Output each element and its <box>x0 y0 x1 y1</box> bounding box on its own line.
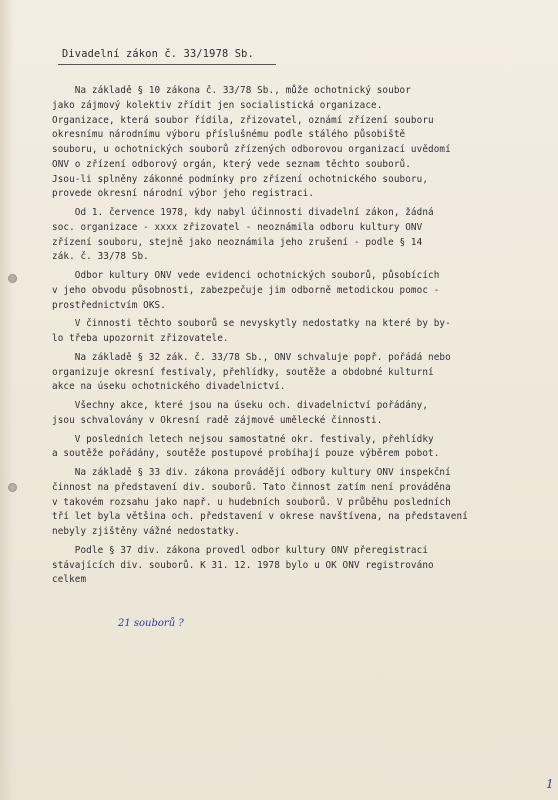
text-line: Na základě § 32 zák. č. 33/78 Sb., ONV schvaluje popř. pořádá nebo <box>52 351 451 363</box>
text-line: soc. organizace - xxxx zřizovatel - neoznámila odboru kultury ONV <box>52 221 423 233</box>
text-line: nebyly zjištěny vážné nedostatky. <box>52 526 241 537</box>
title-underline <box>58 64 276 65</box>
text-line: jako zájmový kolektiv zřídit jen socialistická organizace. <box>52 99 383 111</box>
paragraph <box>52 351 552 395</box>
punch-hole-upper <box>8 274 17 283</box>
text-line: zřízení souboru, stejně jako neoznámila jeho zrušení - podle § 14 <box>52 236 423 248</box>
text-line: zák. č. 33/78 Sb. <box>52 251 149 263</box>
text-line: akce na úseku ochotnického divadelnictví. <box>52 381 286 393</box>
text-line: celkem <box>52 574 87 586</box>
text-line: stávajících div. souborů. K 31. 12. 1978 bylo u OK ONV registrováno <box>52 559 434 571</box>
text-line: Na základě § 33 div. zákona provádějí odbory kultury ONV inspekční <box>52 467 451 478</box>
document-body <box>52 84 552 588</box>
text-line: jsou schvalovány v Okresní radě zájmové umělecké činnosti. <box>52 414 383 426</box>
paragraph <box>52 84 552 202</box>
text-line: organizuje okresní festivaly, přehlídky, soutěže a obdobné kulturní <box>52 366 434 378</box>
text-line: v takovém rozsahu jako např. u hudebních souborů. V průběhu posledních <box>52 496 451 508</box>
text-line: Podle § 37 div. zákona provedl odbor kultury ONV přeregistraci <box>52 544 429 556</box>
text-line: lo třeba upozornit zřizovatele. <box>52 333 229 344</box>
text-line: V posledních letech nejsou samostatné okr. festivaly, přehlídky <box>52 433 434 445</box>
text-line: ONV o zřízení odborový orgán, který vede seznam těchto souborů. <box>52 158 411 170</box>
paragraph <box>52 206 552 265</box>
paragraph <box>52 544 552 588</box>
text-line: tří let byla většina och. představení v okrese navštívena, na představení <box>52 511 468 523</box>
punch-hole-lower <box>8 483 17 492</box>
text-line: Organizace, která soubor řídila, zřizovatel, oznámí zřízení souboru <box>52 114 434 126</box>
text-line: činnost na představení div. souborů. Tato činnost zatím není prováděna <box>52 481 451 493</box>
paragraph <box>52 399 552 429</box>
paragraph <box>52 433 552 463</box>
page-number: 1 <box>546 777 554 791</box>
text-line: V činnosti těchto souborů se nevyskytly nedostatky na které by by- <box>52 318 451 330</box>
text-line: a soutěže pořádány, soutěže postupové probíhají pouze výběrem pobot. <box>52 448 440 460</box>
text-line: Odbor kultury ONV vede evidenci ochotnických souborů, působících <box>52 270 440 281</box>
text-line: prostřednictvím OKS. <box>52 299 166 311</box>
handwritten-count: 21 souborů ? <box>118 618 184 629</box>
text-line: provede okresní národní výbor jeho registraci. <box>52 188 315 200</box>
text-line: Všechny akce, které jsou na úseku och. divadelnictví pořádány, <box>52 400 429 411</box>
text-line: okresnímu národnímu výboru příslušnému podle stálého působiště <box>52 129 406 141</box>
text-line: Jsou-li splněny zákonné podmínky pro zřízení ochotnického souboru, <box>52 173 429 185</box>
text-line: Od 1. července 1978, kdy nabyl účinnosti divadelní zákon, žádná <box>52 207 434 218</box>
page-edge-shadow <box>0 0 14 800</box>
document-title: Divadelní zákon č. 33/1978 Sb. <box>62 48 254 60</box>
paragraph <box>52 317 552 347</box>
text-line: v jeho obvodu působnosti, zabezpečuje jim odborně metodickou pomoc - <box>52 284 440 296</box>
text-line: souboru, u ochotnických souborů zřízených odborovou organizací uvědomí <box>52 144 451 155</box>
text-line: Na základě § 10 zákona č. 33/78 Sb., může ochotnický soubor <box>52 85 411 96</box>
paragraph <box>52 466 552 540</box>
paragraph <box>52 269 552 313</box>
